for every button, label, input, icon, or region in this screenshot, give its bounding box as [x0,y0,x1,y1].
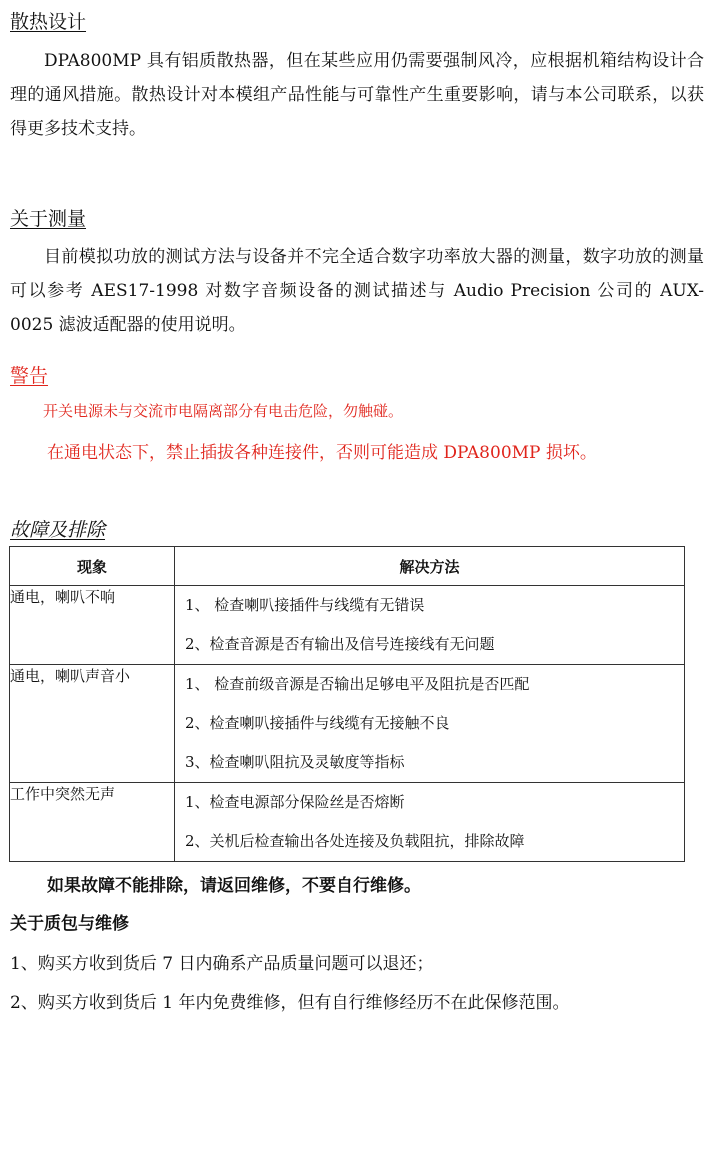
heat-design-heading: 散热设计 [10,11,87,33]
solution-item: 1、检查电源部分保险丝是否熔断 [185,793,405,811]
header-symptom: 现象 [10,547,175,586]
solution-item: 2、检查音源是否有输出及信号连接线有无问题 [185,635,495,653]
solution-item: 3、检查喇叭阻抗及灵敏度等指标 [185,753,405,771]
symptom-cell: 工作中突然无声 [10,783,175,862]
warranty-item-2: 2、购买方收到货后 1 年内免费维修，但有自行维修经历不在此保修范围。 [10,993,570,1013]
warning-line-1: 开关电源未与交流市电隔离部分有电击危险，勿触碰。 [43,402,404,420]
table-row [10,586,685,665]
symptom-cell: 通电，喇叭不响 [10,586,175,665]
symptom-cell: 通电，喇叭声音小 [10,665,175,783]
table-row [10,665,685,783]
warranty-item-1: 1、购买方收到货后 7 日内确系产品质量问题可以退还； [10,954,434,974]
solution-cell [175,665,685,783]
warning-line-2: 在通电状态下，禁止插拔各种连接件，否则可能造成 DPA800MP 损坏。 [47,443,597,463]
measurement-paragraph: 目前模拟功放的测试方法与设备并不完全适合数字功率放大器的测量，数字功放的测量可以参考 AES17-1998 对数字音频设备的测试描述与 Audio Precision 公司的 AUX-0025 滤波适配器的使用说明。 [10,247,704,335]
solution-cell [175,586,685,665]
solution-item: 1、 检查喇叭接插件与线缆有无错误 [185,596,425,614]
solution-item: 2、关机后检查输出各处连接及负载阻抗，排除故障 [185,832,525,850]
solution-cell [175,783,685,862]
heat-design-paragraph: DPA800MP 具有铝质散热器，但在某些应用仍需要强制风冷，应根据机箱结构设计合理的通风措施。散热设计对本模组产品性能与可靠性产生重要影响，请与本公司联系，以获得更多技术支持。 [10,51,704,139]
solution-item: 2、检查喇叭接插件与线缆有无接触不良 [185,714,450,732]
warranty-heading: 关于质包与维修 [10,914,129,934]
solution-item: 1、 检查前级音源是否输出足够电平及阻抗是否匹配 [185,675,530,693]
warning-heading: 警告 [10,365,49,387]
troubleshooting-heading: 故障及排除 [10,519,106,541]
table-row [10,783,685,862]
fault-note: 如果故障不能排除，请返回维修，不要自行维修。 [47,876,421,896]
measurement-heading: 关于测量 [10,208,87,230]
troubleshooting-table [9,546,685,862]
table-header-row [10,547,685,586]
header-solution: 解决方法 [175,547,685,586]
